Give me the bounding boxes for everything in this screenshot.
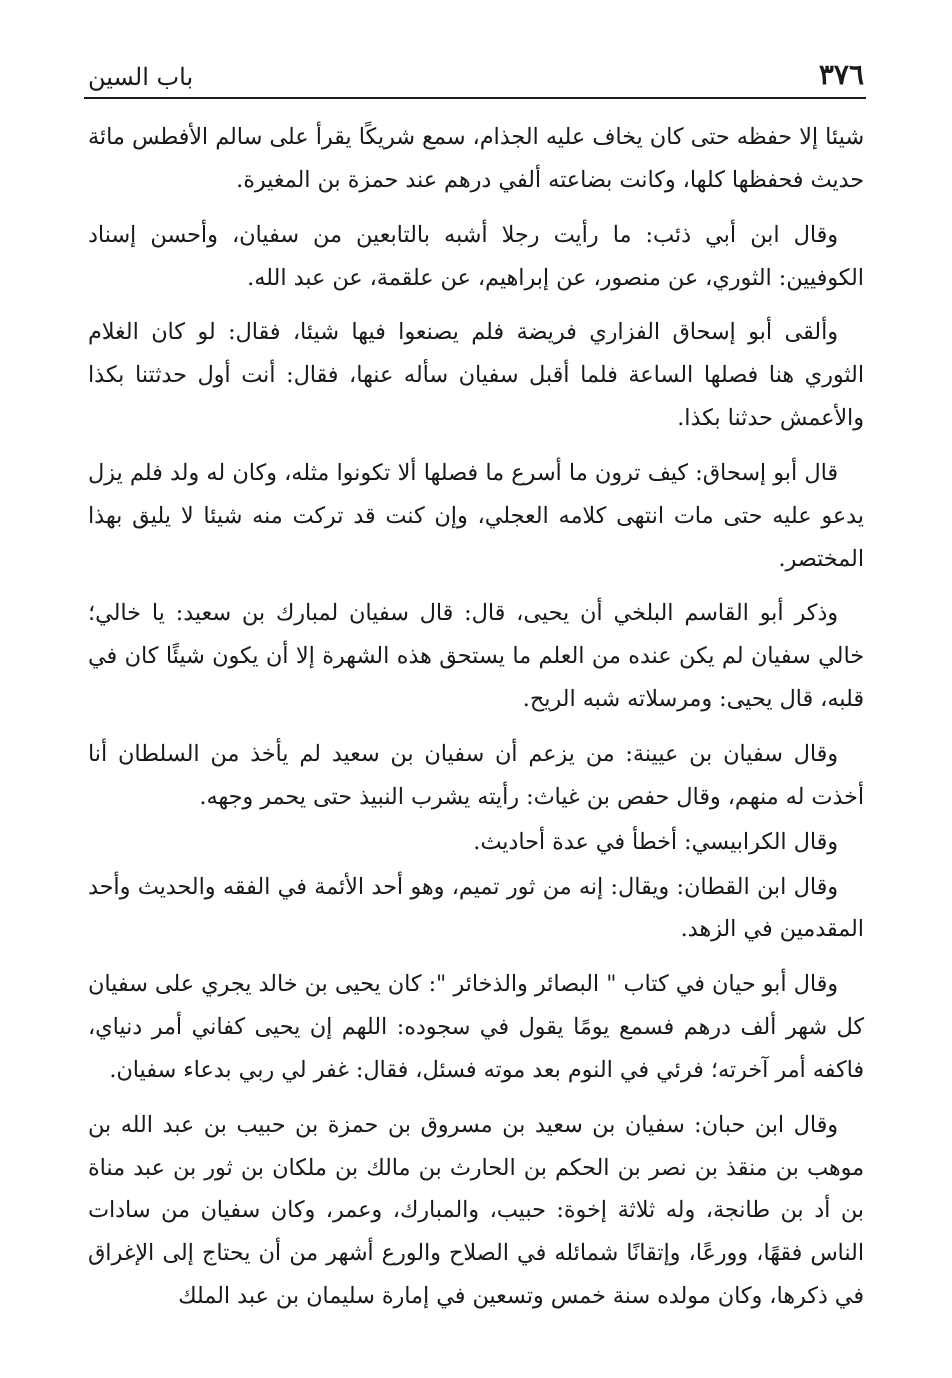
paragraph: وألقى أبو إسحاق الفزاري فريضة فلم يصنعوا فيها شيئا، فقال: لو كان الغلام الثوري هنا فصلها الساعة فلما أقبل سفيان سأله عنها، فقال: أنت أول حدثتنا بكذا والأعمش حدثنا بكذا. — [88, 319, 864, 432]
paragraph: وقال ابن أبي ذئب: ما رأيت رجلا أشبه بالتابعين من سفيان، وأحسن إسناد الكوفيين: الثوري، عن منصور، عن إبراهيم، عن علقمة، عن عبد الله. — [88, 221, 864, 291]
page-header — [88, 58, 864, 94]
page-number: ٣٧٦ — [818, 58, 864, 91]
paragraph: وقال ابن حبان: سفيان بن سعيد بن مسروق بن حمزة بن حبيب بن عبد الله بن موهب بن منقذ بن نصر بن الحكم بن الحارث بن مالك بن ملكان بن ثور بن عبد مناة بن أد بن طانجة، وله ثلاثة إخوة: حبيب، والمبارك، وعمر، وكان سفيان من سادات الناس فقهًا، وورعًا، وإتقانًا شمائله في الصلاح والورع أشهر من أن يحتاج إلى الإغراق في ذكرها، وكان مولده سنة خمس وتسعين في إمارة سليمان بن عبد الملك — [88, 1111, 864, 1310]
paragraph: قال أبو إسحاق: كيف ترون ما أسرع ما فصلها ألا تكونوا مثله، وكان له ولد فلم يزل يدعو عليه حتى مات انتهى كلامه العجلي، وإن كنت قد تركت منه شيئا لا يليق بهذا المختصر. — [88, 459, 864, 572]
paragraph: وقال سفيان بن عيينة: من يزعم أن سفيان بن سعيد لم يأخذ من السلطان أنا أخذت له منهم، وقال حفص بن غياث: رأيته يشرب النبيذ حتى يحمر وجهه. — [88, 740, 864, 810]
header-rule — [84, 97, 866, 99]
paragraph: وقال أبو حيان في كتاب " البصائر والذخائر ": كان يحيى بن خالد يجري على سفيان كل شهر ألف درهم فسمع يومًا يقول في سجوده: اللهم إن يحيى كفاني أمر دنياي، فاكفه أمر آخرته؛ فرئي في النوم بعد موته فسئل، فقال: غفر لي ربي بدعاء سفيان. — [88, 971, 864, 1083]
main-text — [88, 116, 864, 1330]
running-head: باب السين — [88, 63, 194, 91]
paragraph: وقال ابن القطان: ويقال: إنه من ثور تميم، وهو أحد الأئمة في الفقه والحديث وأحد المقدمين في الزهد. — [88, 873, 864, 943]
paragraph: وقال الكرابيسي: أخطأ في عدة أحاديث. — [473, 828, 838, 855]
paragraph: وذكر أبو القاسم البلخي أن يحيى، قال: قال سفيان لمبارك بن سعيد: يا خالي؛ خالي سفيان لم يكن عنده من العلم ما يستحق هذه الشهرة إلا أن يكون شيئًا كان في قلبه، قال يحيى: ومرسلاته شبه الريح. — [88, 600, 864, 713]
paragraph: شيئا إلا حفظه حتى كان يخاف عليه الجذام، سمع شريكًا يقرأ على سالم الأفطس مائة حديث فحفظها كلها، وكانت بضاعته ألفي درهم عند حمزة بن المغيرة. — [88, 124, 864, 193]
